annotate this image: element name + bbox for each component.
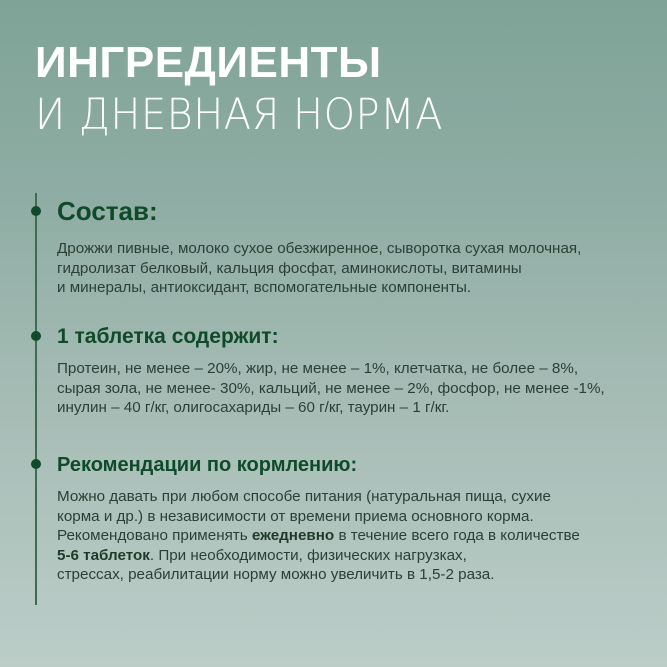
text-line: Дрожжи пивные, молоко сухое обезжиренное, сыворотка сухая молочная, [57,240,582,257]
text-line: и минералы, антиоксидант, вспомогательные компоненты. [57,279,472,296]
text-line: гидролизат белковый, кальция фосфат, аминокислоты, витамины [57,259,522,277]
section-body-tablet-contents [57,359,657,418]
text-line: Рекомендовано применять ежедневно в течение всего года в количестве [57,527,580,544]
text-line: инулин – 40 г/кг, олигосахариды – 60 г/кг, таурин – 1 г/кг. [57,399,450,416]
bullet-dot-icon [31,459,41,469]
page-title: ИНГРЕДИЕНТЫ [35,38,382,87]
text-line: Можно давать при любом способе питания (натуральная пища, сухие [57,488,551,505]
section-heading-tablet-contents: 1 таблетка содержит: [57,325,279,348]
text-line: сырая зола, не менее- 30%, кальций, не менее – 2%, фосфор, не менее -1%, [57,379,605,397]
timeline-line [35,193,37,605]
section-heading-composition: Состав: [57,196,158,226]
text-line: 5-6 таблеток. При необходимости, физических нагрузках, [57,546,467,564]
section-body-feeding [57,487,657,585]
bullet-dot-icon [31,331,41,341]
text-line: корма и др.) в независимости от времени приема основного корма. [57,507,534,525]
emphasis-daily: ежедневно [251,527,335,544]
text-line: стрессах, реабилитации норму можно увеличить в 1,5-2 раза. [57,566,495,583]
section-heading-feeding: Рекомендации по кормлению: [57,454,358,476]
page-subtitle: И ДНЕВНАЯ НОРМА [35,90,443,140]
text-line: Протеин, не менее – 20%, жир, не менее – 1%, клетчатка, не более – 8%, [57,360,579,377]
section-body-composition [57,239,657,298]
emphasis-dosage: 5-6 таблеток [57,546,150,564]
bullet-dot-icon [31,206,41,216]
